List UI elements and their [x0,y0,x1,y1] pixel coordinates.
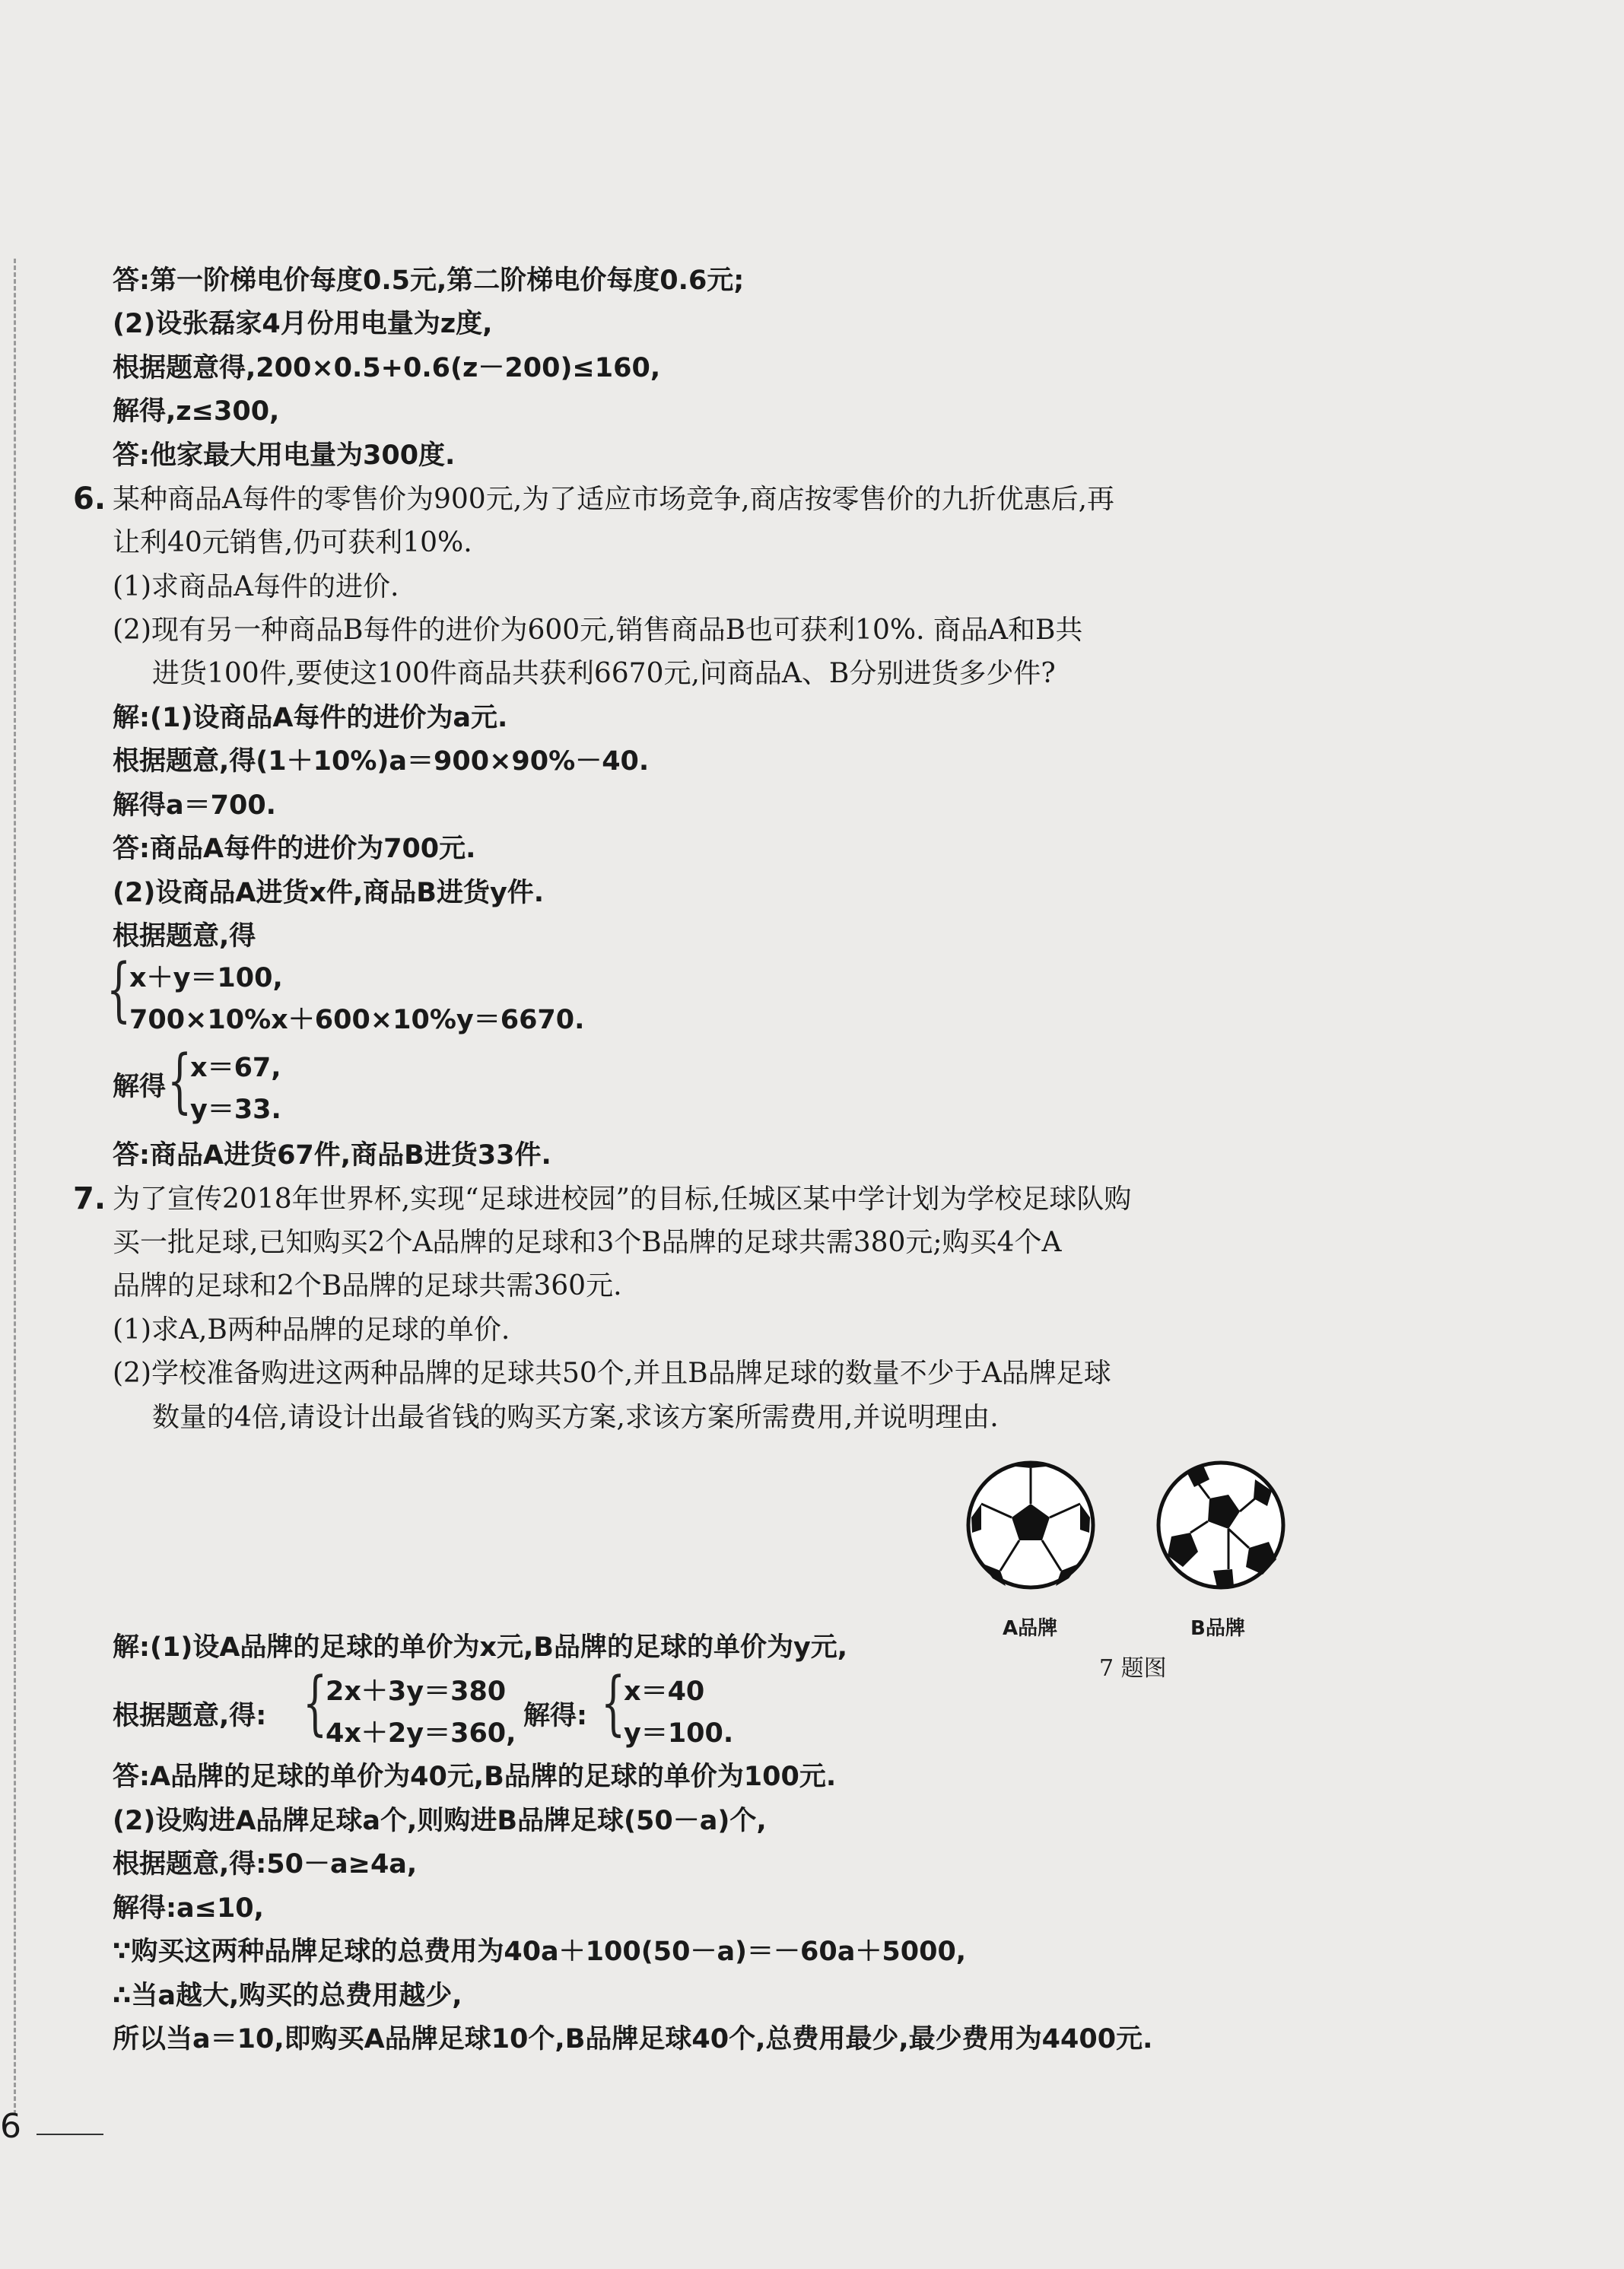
page-number: 6 [0,2107,21,2146]
question-6-part-1: (1)求商品A每件的进价. [113,571,399,602]
question-6-part-2a: (2)现有另一种商品B每件的进价为600元,销售商品B也可获利10%. 商品A和B共 [113,615,1083,646]
q6-solution-line-5: (2)设商品A进货x件,商品B进货y件. [113,878,545,908]
q6-solution-brace: { [167,1040,192,1121]
prev-answer-line-2: (2)设张磊家4月份用电量为z度, [113,309,493,339]
question-7-stem-3: 品牌的足球和2个B品牌的足球共需360元. [113,1270,622,1301]
question-7-stem-1: 为了宣传2018年世界杯,实现“足球进校园”的目标,任城区某中学计划为学校足球队购 [113,1184,1132,1215]
q6-solution-line-2: 根据题意,得(1＋10%)a＝900×90%－40. [113,746,650,777]
prev-answer-line-5: 答:他家最大用电量为300度. [113,440,456,471]
figure-label-a: A品牌 [1003,1617,1058,1640]
q6-system-eq-1: x＋y＝100, [129,963,283,993]
question-7-part-2a: (2)学校准备购进这两种品牌的足球共50个,并且B品牌足球的数量不少于A品牌足球 [113,1358,1111,1389]
q7-solution-line-6: 解得:a≤10, [113,1893,264,1924]
q6-system-eq-2: 700×10%x＋600×10%y＝6670. [129,1005,585,1035]
question-7-part-2b: 数量的4倍,请设计出最省钱的购买方案,求该方案所需费用,并说明理由. [152,1402,999,1433]
q6-solution-line-1: 解:(1)设商品A每件的进价为a元. [113,703,508,733]
question-6-stem-1: 某种商品A每件的零售价为900元,为了适应市场竞争,商店按零售价的九折优惠后,再 [113,484,1115,515]
q7-system-eq-2: 4x＋2y＝360, [326,1718,516,1749]
q7-solution-line-7: ∵购买这两种品牌足球的总费用为40a＋100(50－a)＝－60a＋5000, [113,1937,967,1967]
q6-solution-line-6: 根据题意,得 [113,921,256,952]
q6-solution-line-3: 解得a＝700. [113,790,276,821]
figure-label-b: B品牌 [1190,1617,1245,1640]
q7-solution-line-8: ∴当a越大,购买的总费用越少, [113,1981,462,2011]
q7-solution-line-4: (2)设购进A品牌足球a个,则购进B品牌足球(50－a)个, [113,1806,767,1836]
binding-edge [14,259,16,2115]
q7-solution-line-5: 根据题意,得:50－a≥4a, [113,1849,418,1880]
prev-answer-line-1: 答:第一阶梯电价每度0.5元,第二阶梯电价每度0.6元; [113,265,745,296]
question-6-number: 6. [73,481,106,516]
q7-solution-line-3: 答:A品牌的足球的单价为40元,B品牌的足球的单价为100元. [113,1762,837,1792]
q7-solution-line-1: 解:(1)设A品牌的足球的单价为x元,B品牌的足球的单价为y元, [113,1632,848,1663]
question-7-stem-2: 买一批足球,已知购买2个A品牌的足球和3个B品牌的足球共需380元;购买4个A [113,1227,1062,1258]
q7-solution-brace: { [601,1662,626,1743]
q7-solve-label: 解得: [523,1701,587,1731]
footer-rule [37,2134,103,2135]
prev-answer-line-4: 解得,z≤300, [113,396,280,427]
soccer-ball-b-icon [1158,1463,1283,1587]
question-7-number: 7. [73,1181,106,1216]
q6-solution-x: x＝67, [190,1053,281,1083]
question-6-part-2b: 进货100件,要使这100件商品共获利6670元,问商品A、B分别进货多少件? [152,658,1056,689]
q7-system-brace: { [303,1662,328,1743]
q7-system-eq-1: 2x＋3y＝380 [326,1676,507,1707]
figure-caption: 7 题图 [1099,1655,1167,1682]
q6-system-brace: { [106,949,132,1030]
q7-solution-line-9: 所以当a＝10,即购买A品牌足球10个,B品牌足球40个,总费用最少,最少费用为4400元. [113,2024,1153,2054]
q6-solve-label: 解得 [113,1072,167,1102]
prev-answer-line-3: 根据题意得,200×0.5+0.6(z－200)≤160, [113,353,661,383]
q7-solution-y: y＝100. [624,1718,734,1749]
soccer-ball-figure [966,1457,1286,1609]
soccer-ball-a-icon [968,1461,1093,1587]
q7-given-label: 根据题意,得: [113,1701,267,1731]
question-6-stem-2: 让利40元销售,仍可获利10%. [113,527,472,558]
question-7-part-1: (1)求A,B两种品牌的足球的单价. [113,1314,510,1346]
q7-solution-x: x＝40 [624,1676,705,1707]
q6-solution-y: y＝33. [190,1095,281,1125]
q6-solution-line-4: 答:商品A每件的进价为700元. [113,834,476,864]
q6-final-answer: 答:商品A进货67件,商品B进货33件. [113,1140,551,1171]
